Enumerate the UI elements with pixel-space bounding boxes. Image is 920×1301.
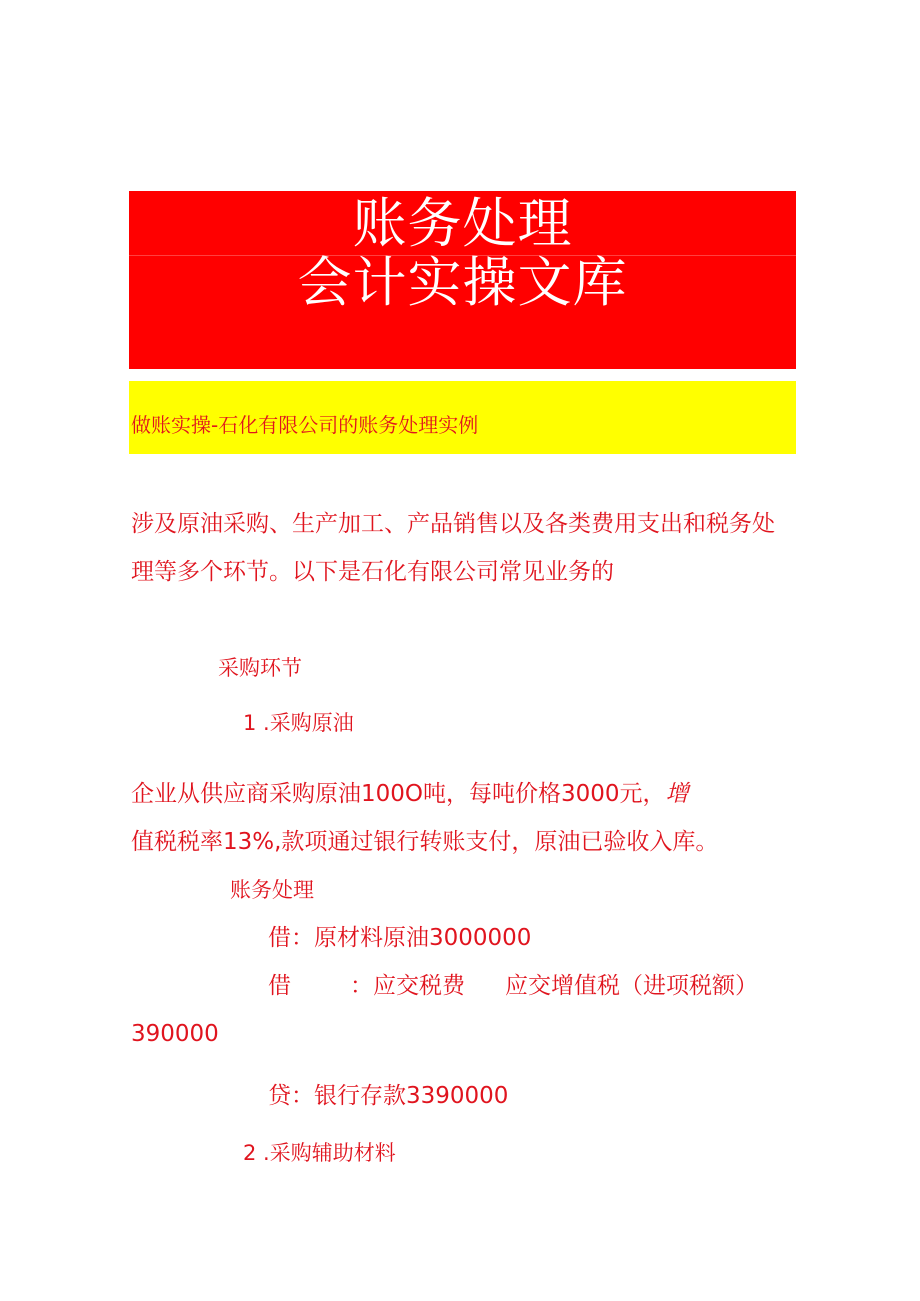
- intro-line1: 涉及原油采购、生产加工、产品销售以及各类费用支出和税务处: [131, 511, 775, 537]
- item1-desc-line1-italic: 增: [665, 781, 689, 807]
- entry-debit-raw-material: 借：原材料原油3000000: [268, 925, 532, 951]
- entry-debit-tax-b: ：应交税费: [350, 973, 465, 999]
- item2-title: 2 .采购辅助材料: [243, 1141, 396, 1165]
- entry-debit-tax-c: 应交增值税（进项税额）: [505, 973, 758, 999]
- banner-title-line2: 会计实操文库: [297, 251, 628, 314]
- subtitle-text: 做账实操-石化有限公司的账务处理实例: [131, 413, 479, 437]
- title-banner: [129, 191, 796, 369]
- section-heading: 采购环节: [218, 656, 302, 680]
- entry-credit-bank: 贷：银行存款3390000: [268, 1083, 509, 1109]
- item1-desc-line1: [131, 780, 689, 808]
- entry-debit-tax-amount: 390000: [131, 1021, 219, 1047]
- intro-line2: 理等多个环节。以下是石化有限公司常见业务的: [131, 559, 614, 585]
- item1-desc-line1-main: 企业从供应商采购原油100O吨，每吨价格3000元，: [131, 781, 666, 807]
- subtitle-banner: [129, 381, 796, 454]
- banner-title-line1: 账务处理: [352, 192, 573, 255]
- item1-desc-line2: 值税税率13%,款项通过银行转账支付，原油已验收入库。: [131, 829, 719, 855]
- entry-debit-tax-a: 借: [268, 973, 291, 999]
- accounting-label: 账务处理: [230, 878, 314, 902]
- item1-title: 1 .采购原油: [243, 711, 354, 735]
